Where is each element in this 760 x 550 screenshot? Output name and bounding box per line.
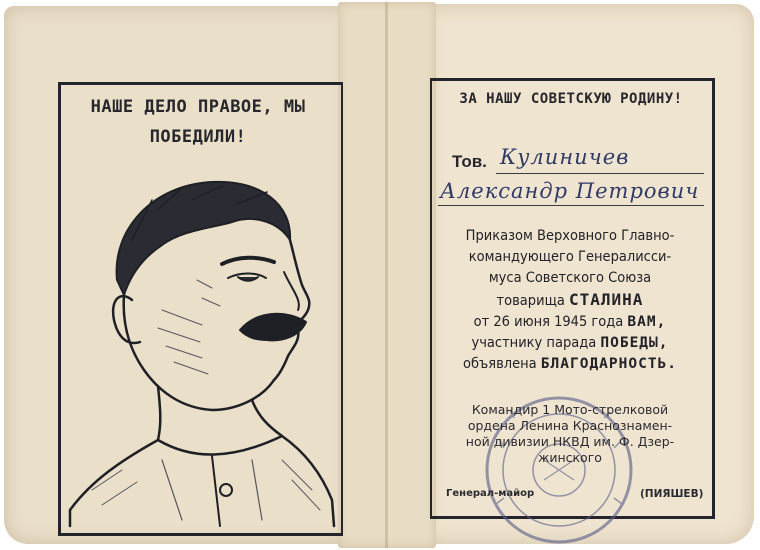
commander-block bbox=[434, 402, 706, 466]
left-slogan-line2: ПОБЕДИЛИ! bbox=[149, 127, 247, 147]
order-text-part: товарища bbox=[496, 293, 569, 309]
left-slogan bbox=[62, 92, 334, 152]
signature-rank: Генерал-майор bbox=[446, 488, 535, 499]
order-line: Приказом Верховного Главно- bbox=[465, 228, 675, 244]
order-highlight: СТАЛИНА bbox=[569, 290, 644, 309]
left-slogan-line1: НАШЕ ДЕЛО ПРАВОЕ, МЫ bbox=[90, 97, 306, 117]
commander-line: Командир 1 Мото-стрелковой bbox=[471, 402, 669, 417]
commander-line: ной дивизии НКВД им. Ф. Дзер- bbox=[465, 434, 675, 449]
order-text-part: от 26 июня 1945 года bbox=[473, 314, 628, 330]
spine-fold bbox=[385, 2, 388, 548]
recipient-given-names: Александр Петрович bbox=[440, 179, 700, 203]
stalin-portrait-icon bbox=[62, 160, 338, 528]
commander-line: ордена Ленина Краснознамен- bbox=[467, 418, 673, 433]
order-line bbox=[434, 289, 706, 312]
order-text-part: объявлена bbox=[462, 356, 541, 372]
recipient-label: Тов. bbox=[452, 152, 487, 171]
order-line: командующего Генералисси- bbox=[468, 249, 672, 265]
order-text bbox=[434, 226, 706, 375]
right-slogan: ЗА НАШУ СОВЕТСКУЮ РОДИНУ! bbox=[459, 91, 683, 107]
order-line bbox=[434, 354, 706, 375]
recipient-surname: Кулиничев bbox=[500, 145, 630, 169]
order-highlight: БЛАГОДАРНОСТЬ. bbox=[540, 356, 678, 372]
order-line bbox=[434, 312, 706, 333]
order-highlight: ВАМ, bbox=[627, 314, 667, 330]
order-text-part: участнику парада bbox=[471, 335, 601, 351]
order-line: муса Советского Союза bbox=[488, 270, 652, 286]
signature-name: (ПИЯШЕВ) bbox=[640, 488, 704, 500]
order-highlight: ПОБЕДЫ, bbox=[600, 335, 669, 351]
order-line bbox=[434, 333, 706, 354]
given-names-underline bbox=[438, 205, 704, 206]
commander-line: жинского bbox=[538, 450, 602, 465]
surname-underline bbox=[496, 173, 704, 174]
